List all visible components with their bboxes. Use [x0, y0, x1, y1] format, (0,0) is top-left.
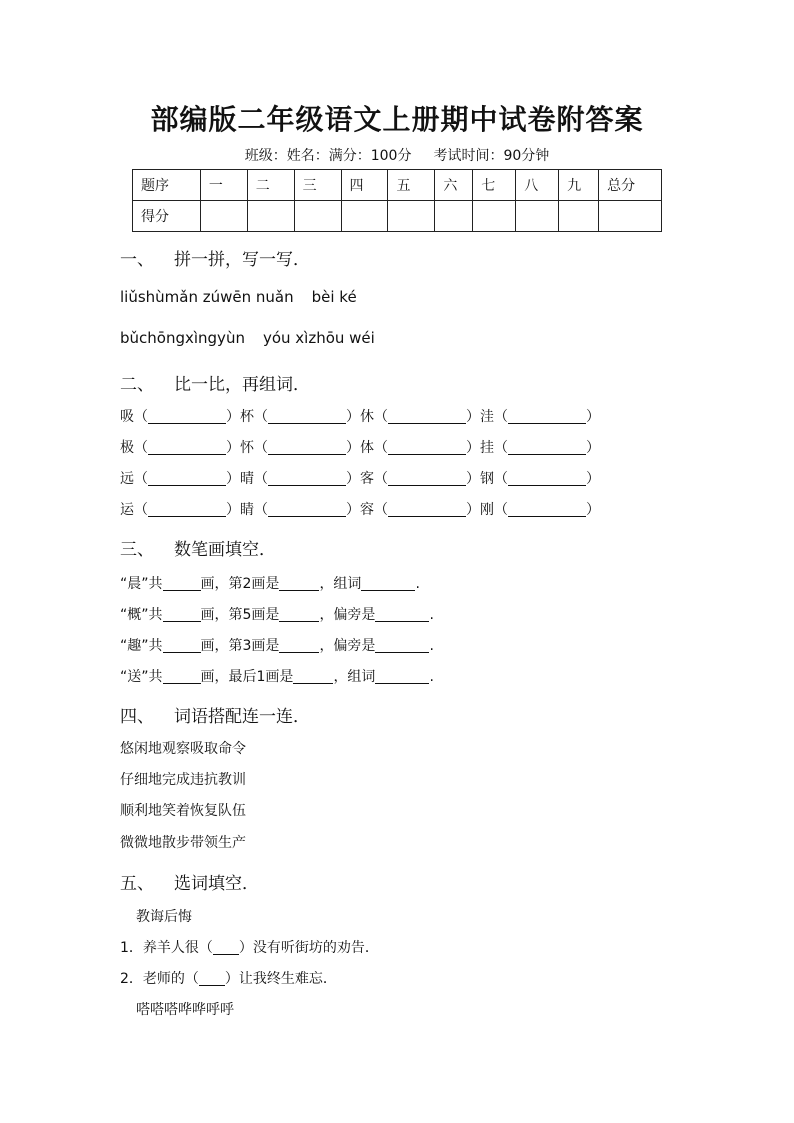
section-2-heading	[120, 370, 310, 395]
answer-blank[interactable]	[148, 471, 226, 486]
compare-row: 吸（ ）杯（ ）休（ ）洼（ ）	[120, 409, 600, 425]
match-line: 微微地散步带领生产	[120, 835, 246, 851]
fill-question-1	[120, 937, 379, 957]
score-header-cell: 九	[559, 170, 599, 201]
compare-char: 晴	[240, 471, 254, 487]
compare-char: 远	[120, 471, 134, 487]
section-title: 选词填空．	[174, 874, 259, 894]
answer-blank[interactable]	[508, 471, 586, 486]
score-header-cell: 六	[435, 170, 473, 201]
section-number: 五、	[120, 874, 154, 894]
answer-blank[interactable]	[268, 409, 346, 424]
compare-char: 体	[360, 440, 374, 456]
answer-blank[interactable]	[388, 440, 466, 455]
answer-blank[interactable]	[213, 940, 239, 955]
page-title: 部编版二年级语文上册期中试卷附答案	[150, 103, 644, 136]
section-title: 数笔画填空．	[174, 540, 276, 560]
section-1-heading	[120, 245, 310, 270]
compare-row: 远（ ）晴（ ）客（ ）钢（ ）	[120, 471, 600, 487]
match-line: 仔细地完成违抗教训	[120, 772, 246, 788]
section-number: 一、	[120, 250, 154, 270]
score-header-cell: 一	[200, 170, 247, 201]
match-line: 顺利地笑着恢复队伍	[120, 803, 246, 819]
score-table-header-row	[133, 170, 662, 201]
answer-blank[interactable]	[508, 502, 586, 517]
stroke-question-text: ，组词	[319, 576, 362, 592]
score-header-cell: 三	[294, 170, 341, 201]
compare-char: 杯	[240, 409, 254, 425]
score-header-cell: 七	[473, 170, 516, 201]
answer-blank[interactable]	[508, 409, 586, 424]
answer-blank[interactable]	[375, 669, 429, 684]
stroke-question-char: “概”共	[120, 607, 163, 623]
answer-blank[interactable]	[268, 440, 346, 455]
score-cell[interactable]	[435, 201, 473, 232]
compare-char: 刚	[480, 502, 494, 518]
answer-blank[interactable]	[163, 576, 201, 591]
pinyin-line-2	[120, 329, 375, 347]
compare-char: 钢	[480, 471, 494, 487]
stroke-question-text: ，组词	[333, 669, 376, 685]
compare-char: 客	[360, 471, 374, 487]
answer-blank[interactable]	[279, 638, 319, 653]
compare-char: 吸	[120, 409, 134, 425]
compare-char: 睛	[240, 502, 254, 518]
stroke-question-text: ，偏旁是	[319, 638, 376, 654]
compare-row: 极（ ）怀（ ）体（ ）挂（ ）	[120, 440, 600, 456]
answer-blank[interactable]	[388, 471, 466, 486]
section-number: 二、	[120, 375, 154, 395]
compare-char: 运	[120, 502, 134, 518]
answer-blank[interactable]	[268, 471, 346, 486]
score-header-cell: 二	[247, 170, 294, 201]
pinyin-line-1	[120, 288, 357, 306]
score-table	[132, 169, 662, 232]
score-cell[interactable]	[200, 201, 247, 232]
match-line: 悠闲地观察吸取命令	[120, 741, 246, 757]
exam-info-class-name-score: 班级：姓名：满分：100分	[244, 148, 412, 164]
fill-question-text: 2．老师的（	[120, 971, 199, 987]
fill-question-text: 1．养羊人很（	[120, 940, 213, 956]
compare-char: 怀	[240, 440, 254, 456]
exam-info	[0, 145, 794, 165]
stroke-question-char: “趣”共	[120, 638, 163, 654]
score-cell[interactable]	[247, 201, 294, 232]
score-header-cell: 四	[341, 170, 388, 201]
stroke-question-text: 画，第2画是	[200, 576, 280, 592]
score-cell[interactable]	[473, 201, 516, 232]
score-cell[interactable]	[599, 201, 662, 232]
section-number: 四、	[120, 707, 154, 727]
score-cell[interactable]	[559, 201, 599, 232]
compare-char: 容	[360, 502, 374, 518]
section-5-heading	[120, 869, 259, 894]
score-header-cell: 题序	[133, 170, 201, 201]
compare-char: 挂	[480, 440, 494, 456]
pinyin-word: bǔchōngxìngyùn	[120, 329, 245, 347]
stroke-question-text: ，偏旁是	[319, 607, 376, 623]
answer-blank[interactable]	[293, 669, 333, 684]
section-4-heading	[120, 702, 310, 727]
score-header-cell: 八	[516, 170, 559, 201]
score-table-score-row	[133, 201, 662, 232]
fill-question-text: ）让我终生难忘．	[224, 971, 337, 987]
answer-blank[interactable]	[279, 576, 319, 591]
stroke-question-text: 画，第3画是	[200, 638, 280, 654]
answer-blank[interactable]	[148, 440, 226, 455]
score-header-cell: 五	[388, 170, 435, 201]
stroke-question-text: 画，第5画是	[200, 607, 280, 623]
stroke-question: “晨”共 画，第2画是 ，组词 .	[120, 576, 420, 592]
answer-blank[interactable]	[388, 409, 466, 424]
compare-char: 洼	[480, 409, 494, 425]
score-cell[interactable]	[388, 201, 435, 232]
section-title: 词语搭配连一连．	[174, 707, 310, 727]
pinyin-word: yóu xìzhōu wéi	[262, 329, 375, 347]
stroke-question: “送”共 画，最后1画是 ，组词 .	[120, 669, 434, 685]
exam-time: 考试时间：90分钟	[433, 148, 550, 164]
section-number: 三、	[120, 540, 154, 560]
section-title: 比一比，再组词．	[174, 375, 310, 395]
section-title: 拼一拼，写一写．	[174, 250, 310, 270]
answer-blank[interactable]	[199, 971, 225, 986]
compare-char: 极	[120, 440, 134, 456]
answer-blank[interactable]	[361, 576, 415, 591]
score-cell[interactable]	[294, 201, 341, 232]
answer-blank[interactable]	[388, 502, 466, 517]
answer-blank[interactable]	[375, 638, 429, 653]
answer-blank[interactable]	[163, 669, 201, 684]
score-cell[interactable]	[341, 201, 388, 232]
stroke-question-text: 画，最后1画是	[200, 669, 294, 685]
stroke-question: “趣”共 画，第3画是 ，偏旁是 .	[120, 638, 434, 654]
score-cell[interactable]	[516, 201, 559, 232]
score-header-cell: 总分	[599, 170, 662, 201]
answer-blank[interactable]	[508, 440, 586, 455]
pinyin-word: liǔshùmǎn zúwēn nuǎn	[120, 288, 294, 306]
pinyin-word: bèi ké	[311, 288, 357, 306]
word-choices: 嗒嗒嗒哗哗呼呼	[136, 1002, 234, 1018]
compare-row: 运（ ）睛（ ）容（ ）刚（ ）	[120, 502, 600, 518]
stroke-question-char: “送”共	[120, 669, 163, 685]
answer-blank[interactable]	[163, 638, 201, 653]
compare-char: 休	[360, 409, 374, 425]
fill-question-2	[120, 968, 337, 988]
score-row-label: 得分	[133, 201, 201, 232]
answer-blank[interactable]	[148, 409, 226, 424]
section-3-heading	[120, 535, 276, 560]
stroke-question: “概”共 画，第5画是 ，偏旁是 .	[120, 607, 434, 623]
fill-question-text: ）没有听街坊的劝告．	[238, 940, 379, 956]
stroke-question-char: “晨”共	[120, 576, 163, 592]
answer-blank[interactable]	[148, 502, 226, 517]
answer-blank[interactable]	[268, 502, 346, 517]
answer-blank[interactable]	[375, 607, 429, 622]
answer-blank[interactable]	[163, 607, 201, 622]
word-choices: 教诲后悔	[136, 909, 192, 925]
answer-blank[interactable]	[279, 607, 319, 622]
